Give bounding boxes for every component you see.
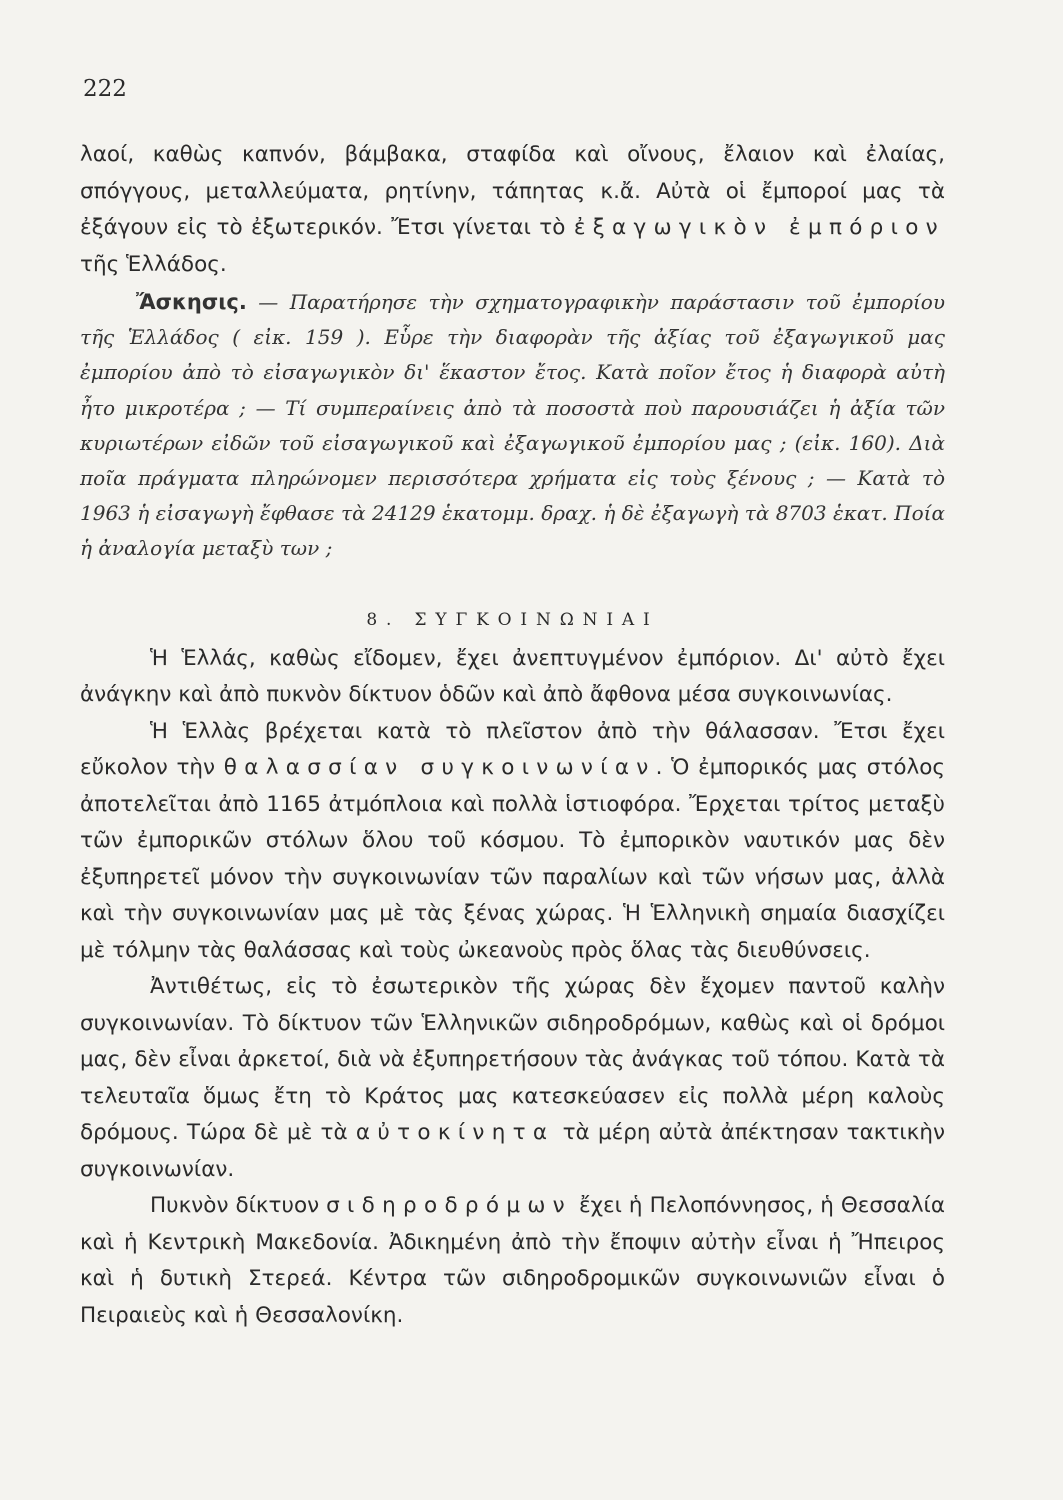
intro-text-start: λαοί, καθὼς καπνόν, βάμβακα, σταφίδα καὶ οἴνους, ἔλαιον καὶ ἐλαίας, σπόγγους, μεταλλεύματα, ρητίνην, τάπητας κ.ἄ. Αὐτὰ οἱ ἔμποροί μας τὰ ἐξάγουν εἰς τὸ ἐξωτερικόν. Ἔτσι γίνεται τὸ [80,142,945,240]
paragraph-4 [80,1188,945,1334]
exercise-text: — Παρατήρησε τὴν σχηματογραφικὴν παράστασιν τοῦ ἐμπορίου τῆς Ἑλλάδος ( εἰκ. 159 ). Εὗρε τὴν διαφορὰν τῆς ἀξίας τοῦ ἐξαγωγικοῦ μας ἐμπορίου ἀπὸ τὸ εἰσαγωγικὸν δι' ἕκαστον ἔτος. Κατὰ ποῖον ἔτος ἡ διαφορὰ αὐτὴ ἦτο μικροτέρα ; — Τί συμπεραίνεις ἀπὸ τὰ ποσοστὰ ποὺ παρουσιάζει ἡ ἀξία τῶν κυριωτέρων εἰδῶν τοῦ εἰσαγωγικοῦ καὶ ἐξαγωγικοῦ ἐμπορίου μας ; (εἰκ. 160). Διὰ ποῖα πράγματα πληρώνομεν περισσότερα χρήματα εἰς τοὺς ξένους ; — Κατὰ τὸ 1963 ἡ εἰσαγωγὴ ἔφθασε τὰ 24129 ἑκατομμ. δραχ. ἡ δὲ ἐξαγωγὴ τὰ 8703 ἑκατ. Ποία ἡ ἀναλογία μεταξὺ των ; [80,290,945,561]
page-number: 222 [83,76,127,102]
paragraph-3-start: Ἀντιθέτως, εἰς τὸ ἐσωτερικὸν τῆς χώρας δὲν ἔχομεν παντοῦ καλὴν συγκοινωνίαν. Τὸ δίκτυον τῶν Ἑλληνικῶν σιδηροδρόμων, καθὼς καὶ οἱ δρόμοι μας, δὲν εἶναι ἀρκετοί, διὰ νὰ ἐξυπηρετήσουν τὰς ἀνάγκας τοῦ τόπου. Κατὰ τὰ τελευταῖα ὅμως ἔτη τὸ Κράτος μας κατεσκεύασεν εἰς πολλὰ μέρη καλοὺς δρόμους. Τώρα δὲ μὲ τὰ [80,974,945,1146]
section-title: 8. ΣΥΓΚΟΙΝΩΝΙΑΙ [366,609,659,630]
paragraph-1: Ἡ Ἑλλάς, καθὼς εἴδομεν, ἔχει ἀνεπτυγμένον ἐμπόριον. Δι' αὐτὸ ἔχει ἀνάγκην καὶ ἀπὸ πυκνὸν δίκτυον ὁδῶν καὶ ἀπὸ ἄφθονα μέσα συγκοινωνίας. [80,645,945,708]
paragraph-3 [80,969,945,1188]
paragraph-3-end: τὰ μέρη αὐτὰ ἀπέκτησαν τακτικὴν συγκοινωνίαν. [80,1120,945,1182]
intro-text-end: τῆς Ἑλλάδος. [80,251,227,277]
paragraph-4-start: Πυκνὸν δίκτυον [150,1193,327,1219]
exercise-paragraph [80,285,945,567]
intro-emphasis: ἐξαγωγικὸν ἐμπόριον [573,215,945,240]
paragraph-3-emphasis: αὐτοκίνητα [355,1120,555,1146]
paragraph-2-end: . Ὁ ἐμπορικός μας στόλος ἀποτελεῖται ἀπὸ 1165 ἀτμόπλοια καὶ πολλὰ ἱστιοφόρα. Ἔρχεται τρίτος μεταξὺ τῶν ἐμπορικῶν στόλων ὅλου τοῦ κόσμου. Τὸ ἐμπορικὸν ναυτικόν μας δὲν ἐξυπηρετεῖ μόνον τὴν συγκοινωνίαν τῶν παραλίων καὶ τῶν νήσων μας, ἀλλὰ καὶ τὴν συγκοινωνίαν μας μὲ τὰς ξένας χώρας. Ἡ Ἑλληνικὴ σημαία διασχίζει μὲ τόλμην τὰς θαλάσσας καὶ τοὺς ὠκεανοὺς πρὸς ὅλας τὰς διευθύνσεις. [80,755,945,963]
paragraph-2-start: Ἡ Ἑλλὰς βρέχεται κατὰ τὸ πλεῖστον ἀπὸ τὴν θάλασσαν. Ἔτσι ἔχει εὔκολον τὴν [80,718,945,781]
exercise-label: Ἄσκησις. [136,290,247,314]
intro-paragraph [80,137,945,283]
paragraph-4-end: ἔχει ἡ Πελοπόννησος, ἡ Θεσσαλία καὶ ἡ Κεντρικὴ Μακεδονία. Ἀδικημένη ἀπὸ τὴν ἔποψιν αὐτὴν εἶναι ἡ Ἤπειρος καὶ ἡ δυτικὴ Στερεά. Κέντρα τῶν σιδηροδρομικῶν συγκοινωνιῶν εἶναι ὁ Πειραιεὺς καὶ ἡ Θεσσαλονίκη. [80,1193,945,1328]
paragraph-2-emphasis: θαλασσίαν συγκοινωνίαν [223,755,656,781]
paragraph-2 [80,714,945,970]
paragraph-4-emphasis: σιδηροδρόμων [326,1193,572,1219]
